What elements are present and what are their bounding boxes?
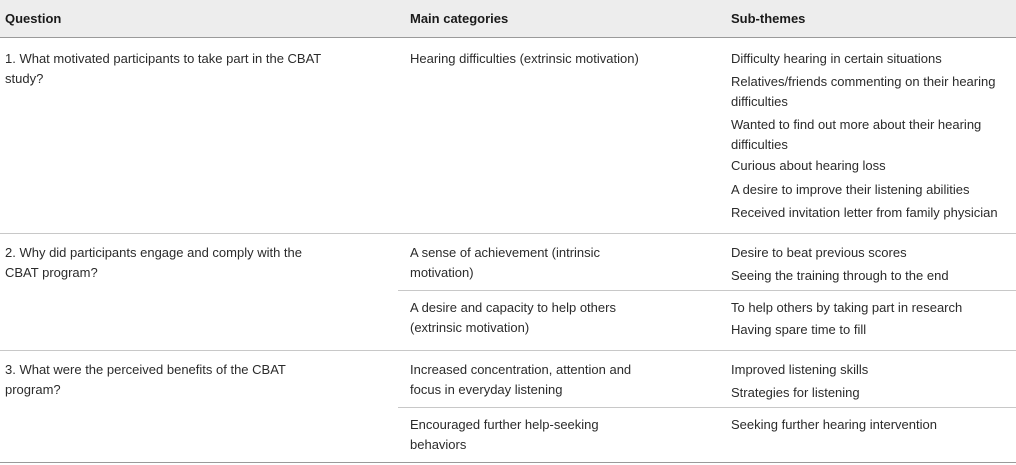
sub-theme-line: Seeing the training through to the end [731,268,949,283]
header-question: Question [5,11,62,26]
section-divider [0,350,1016,351]
question-2-line-1: 2. Why did participants engage and comply with the [5,245,303,260]
category-increased-concentration [410,360,665,400]
sub-theme [731,180,1013,200]
group-divider [398,407,1016,408]
sub-theme [731,298,1013,318]
category-line: motivation) [410,265,474,280]
sub-theme-line: Improved listening skills [731,362,869,377]
category-hearing-difficulties [410,49,665,69]
sub-theme-line: Seeking further hearing intervention [731,417,937,432]
sub-theme [731,415,1013,435]
question-1-line-1: 1. What motivated participants to take part in the CBAT [5,51,322,66]
sub-theme-line: Difficulty hearing in certain situations [731,51,942,66]
question-2 [5,243,350,283]
question-3-line-2: program? [5,382,61,397]
question-3 [5,360,350,400]
category-line: behaviors [410,437,467,452]
section-divider [0,233,1016,234]
question-2-line-2: CBAT program? [5,265,98,280]
category-line: Encouraged further help-seeking [410,417,599,432]
question-1 [5,49,350,89]
sub-theme [731,49,1013,69]
sub-theme-line: Relatives/friends commenting on their hearing [731,74,996,89]
header-main-categories: Main categories [410,11,509,26]
sub-theme-line: Wanted to find out more about their hearing [731,117,982,132]
sub-theme-line: A desire to improve their listening abilities [731,182,970,197]
sub-theme [731,72,1013,112]
category-line: A sense of achievement (intrinsic [410,245,601,260]
sub-theme [731,115,1013,155]
category-line: A desire and capacity to help others [410,300,616,315]
question-1-line-2: study? [5,71,44,86]
sub-theme [731,266,1013,286]
sub-theme [731,320,1013,340]
sub-theme-line: Received invitation letter from family physician [731,205,998,220]
category-help-others [410,298,665,338]
question-3-line-1: 3. What were the perceived benefits of the CBAT [5,362,286,377]
sub-theme-line: Having spare time to fill [731,322,867,337]
sub-theme-line: difficulties [731,137,788,152]
sub-theme [731,383,1013,403]
sub-theme-line: difficulties [731,94,788,109]
sub-theme [731,243,1013,263]
sub-theme-line: Desire to beat previous scores [731,245,907,260]
table-bottom-rule [0,462,1016,463]
category-sense-of-achievement [410,243,665,283]
header-sub-themes: Sub-themes [731,11,806,26]
sub-theme [731,156,1013,176]
group-divider [398,290,1016,291]
category-line: (extrinsic motivation) [410,320,530,335]
sub-theme [731,203,1013,223]
category-help-seeking [410,415,665,455]
sub-theme-line: Curious about hearing loss [731,158,886,173]
category-line: Increased concentration, attention and [410,362,632,377]
sub-theme-line: Strategies for listening [731,385,860,400]
category-line: Hearing difficulties (extrinsic motivation) [410,51,639,66]
table-header [0,0,1016,38]
sub-theme [731,360,1013,380]
sub-theme-line: To help others by taking part in research [731,300,963,315]
category-line: focus in everyday listening [410,382,563,397]
